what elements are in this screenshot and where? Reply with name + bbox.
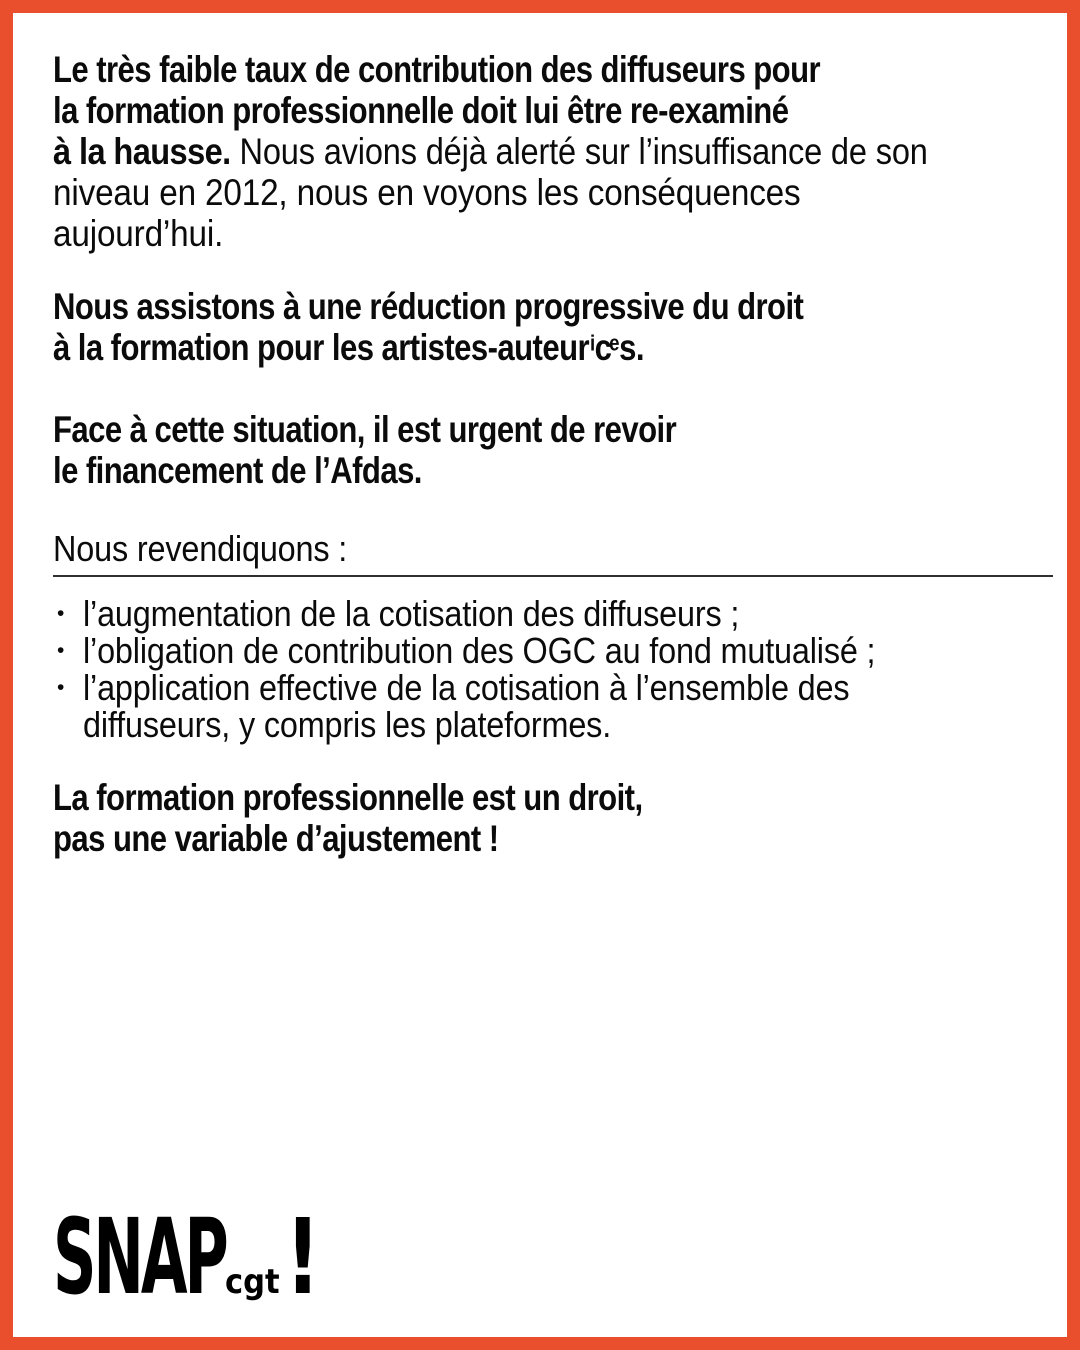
logo-snap-text: SNAP bbox=[53, 1196, 226, 1318]
list-item-text bbox=[83, 669, 1053, 743]
intro-line-2 bbox=[53, 90, 893, 131]
list-item-1-line-1: l’augmentation de la cotisation des diffuseurs ; bbox=[83, 593, 740, 634]
snap-cgt-logo bbox=[53, 1196, 332, 1318]
demands-heading-text: Nous revendiquons : bbox=[53, 528, 348, 569]
intro-line-5-regular: aujourd’hui. bbox=[53, 213, 224, 254]
urgence-line-1: Face à cette situation, il est urgent de revoir bbox=[53, 409, 677, 450]
logo-cgt-text: cgt bbox=[225, 1262, 280, 1302]
intro-line-1 bbox=[53, 49, 893, 90]
inclusive-ligature-i: i bbox=[589, 330, 595, 356]
list-item-3-line-2: diffuseurs, y compris les plateformes. bbox=[83, 704, 612, 745]
list-item-text bbox=[83, 595, 1053, 632]
demands-heading bbox=[53, 528, 1053, 569]
closing-line-2: pas une variable d’ajustement ! bbox=[53, 818, 499, 859]
list-item-3-line-1: l’application effective de la cotisation à l’ensemble des bbox=[83, 667, 850, 708]
urgence-line-2: le financement de l’Afdas. bbox=[53, 450, 422, 491]
intro-line-3-regular: Nous avions déjà alerté sur l’insuffisance de son bbox=[230, 131, 928, 172]
list-item bbox=[53, 669, 1053, 743]
reduction-line-2 bbox=[53, 327, 893, 373]
intro-line-2-bold: la formation professionnelle doit lui être re-examiné bbox=[53, 90, 789, 131]
closing-line-1: La formation professionnelle est un droit, bbox=[53, 777, 643, 818]
demands-list bbox=[53, 595, 1053, 743]
list-item bbox=[53, 595, 1053, 632]
logo-cgt-wrap bbox=[225, 1262, 281, 1302]
flyer-content bbox=[53, 49, 1053, 859]
demands-section bbox=[53, 528, 1053, 745]
intro-paragraph bbox=[53, 49, 1053, 254]
bullet-icon: • bbox=[57, 602, 65, 625]
inclusive-ligature-c: c bbox=[594, 327, 612, 368]
urgence-paragraph bbox=[53, 409, 1053, 491]
reduction-paragraph bbox=[53, 286, 1053, 373]
intro-line-3 bbox=[53, 131, 933, 172]
intro-line-4 bbox=[53, 172, 953, 213]
intro-line-1-bold: Le très faible taux de contribution des diffuseurs pour bbox=[53, 49, 821, 90]
intro-line-5 bbox=[53, 213, 953, 254]
divider-line bbox=[53, 575, 1053, 577]
intro-line-3-bold: à la hausse. bbox=[53, 131, 231, 172]
list-item-text bbox=[83, 632, 1053, 669]
inclusive-ligature-e: e bbox=[609, 330, 619, 356]
list-item-2-line-1: l’obligation de contribution des OGC au fond mutualisé ; bbox=[83, 630, 876, 671]
bullet-icon: • bbox=[57, 639, 65, 662]
reduction-line-2-end: s. bbox=[619, 327, 644, 368]
logo-snap-wrap bbox=[53, 1196, 226, 1318]
closing-paragraph bbox=[53, 777, 1053, 859]
list-item bbox=[53, 632, 1053, 669]
reduction-line-1: Nous assistons à une réduction progressive du droit bbox=[53, 286, 804, 327]
logo-exclamation-mark: ! bbox=[285, 1196, 321, 1318]
intro-line-4-regular: niveau en 2012, nous en voyons les conséquences bbox=[53, 172, 801, 213]
bullet-icon: • bbox=[57, 676, 65, 699]
reduction-line-2-text: à la formation pour les artistes-auteur bbox=[53, 327, 590, 368]
